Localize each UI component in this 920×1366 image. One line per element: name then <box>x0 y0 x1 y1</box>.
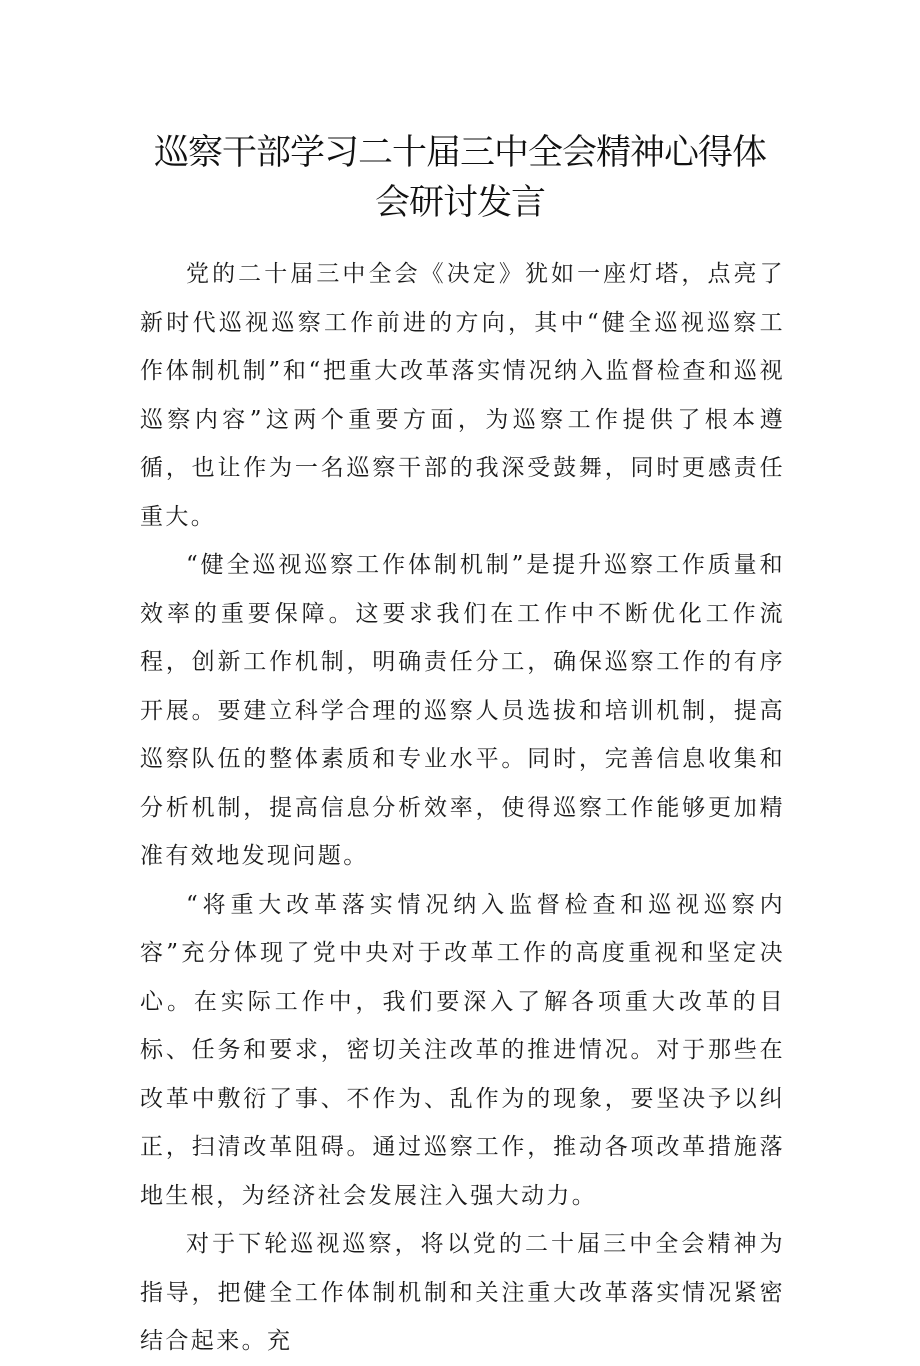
document-title <box>0 128 920 228</box>
paragraph-4: 对于下轮巡视巡察，将以党的二十届三中全会精神为指导，把健全工作体制机制和关注重大改革落实情况紧密结合起来。充 <box>140 1231 785 1354</box>
document-body <box>140 250 785 1366</box>
title-line-1: 巡察干部学习二十届三中全会精神心得体 <box>153 133 766 173</box>
title-line-2: 会研讨发言 <box>374 183 545 223</box>
paragraph-2: “健全巡视巡察工作体制机制”是提升巡察工作质量和效率的重要保障。这要求我们在工作中不断优化工作流程，创新工作机制，明确责任分工，确保巡察工作的有序开展。要建立科学合理的巡察人员选拔和培训机制，提高巡察队伍的整体素质和专业水平。同时，完善信息收集和分析机制，提高信息分析效率，使得巡察工作能够更加精准有效地发现问题。 <box>140 552 785 869</box>
paragraph-3: “将重大改革落实情况纳入监督检查和巡视巡察内容”充分体现了党中央对于改革工作的高度重视和坚定决心。在实际工作中，我们要深入了解各项重大改革的目标、任务和要求，密切关注改革的推进情况。对于那些在改革中敷衍了事、不作为、乱作为的现象，要坚决予以纠正，扫清改革阻碍。通过巡察工作，推动各项改革措施落地生根，为经济社会发展注入强大动力。 <box>140 891 785 1209</box>
paragraph-1: 党的二十届三中全会《决定》犹如一座灯塔，点亮了新时代巡视巡察工作前进的方向，其中“健全巡视巡察工作体制机制”和“把重大改革落实情况纳入监督检查和巡视巡察内容”这两个重要方面，为巡察工作提供了根本遵循，也让作为一名巡察干部的我深受鼓舞，同时更感责任重大。 <box>140 261 785 530</box>
